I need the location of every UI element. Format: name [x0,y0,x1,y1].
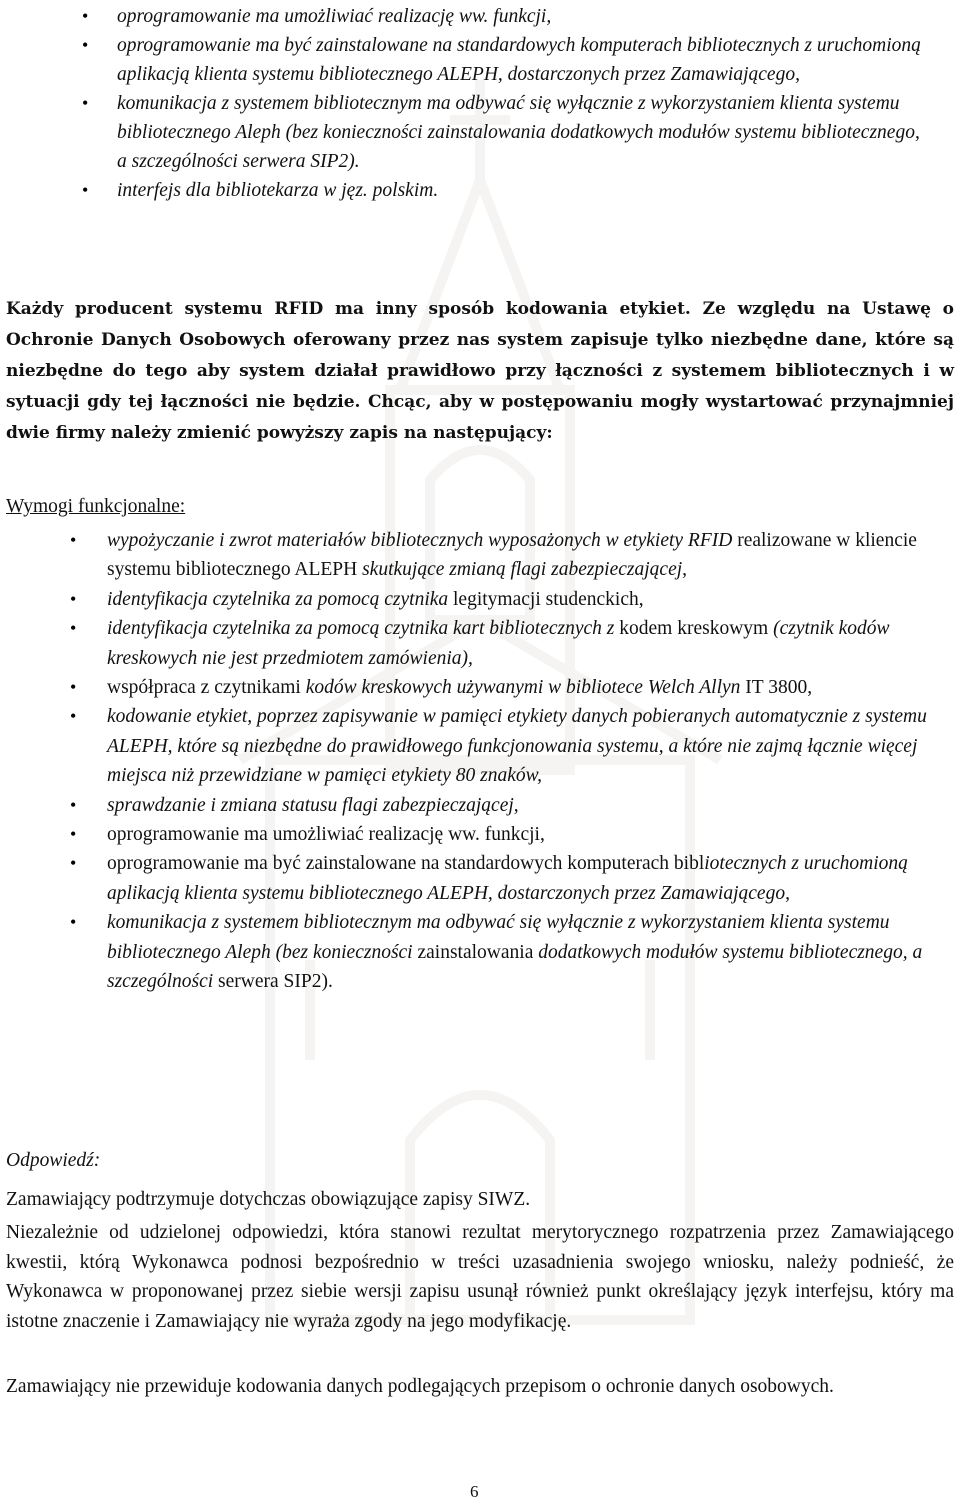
requirement-item [0,908,932,996]
requirement-text-run: komunikacja z systemem bibliotecznym ma odbywać się wyłącznie z wykorzystaniem klienta systemu bibliotecznego Aleph (bez konieczności [107,912,890,963]
requirement-text-run: identyfikacja czytelnika za pomocą czytnika kart bibliotecznych z [107,618,620,640]
bold-paragraph-text: Każdy producent systemu RFID ma inny sposób kodowania etykiet. Ze względu na Ustawę o Ochronie Danych Osobowych oferowany przez nas system zapisuje tylko niezbędne dane, które są niezbędne do tego aby system działał prawidłowo przy łączności z systemem bibliotecznych i w sytuacji gdy tej łączności nie będzie. Chcąc, aby w postępowaniu mogły wystartować przynajmniej dwie firmy należy zmienić powyższy zapis na następujący: [6,299,954,443]
answer-paragraph: Zamawiający podtrzymuje dotychczas obowiązujące zapisy SIWZ. [6,1189,531,1210]
top-bullet-list [0,2,960,205]
requirement-text-run: dodatkowych modułów systemu bibliotecznego, a szczególności [107,941,923,993]
requirement-text-run: oprogramowanie ma umożliwiać realizację ww. funkcji, [107,824,545,846]
requirement-item [0,614,932,673]
requirement-item [0,820,932,849]
list-item: • komunikacja z systemem bibliotecznym ma odbywać się wyłącznie z wykorzystaniem klienta systemu bibliotecznego Aleph (bez konieczności zainstalowania dodatkowych modułów systemu bibliotecznego, a szczególności serwera SIP2). [0,89,932,176]
requirement-item [0,585,932,614]
answer-paragraph: Niezależnie od udzielonej odpowiedzi, która stanowi rezultat merytorycznego rozpatrzenia przez Zamawiającego kwestii, którą Wykonawca podnosi bezpośrednio w treści uzasadnienia swojego wniosku, należy podnieść, że Wykonawca w proponowanej przez siebie wersji zapisu usunął również punkt określający język interfejsu, który ma istotne znaczenie i Zamawiający nie wyraża zgody na jego modyfikację. [6,1222,954,1332]
requirement-text-run: skutkujące zmianą flagi zabezpieczającej, [362,559,688,581]
requirement-text-run: legitymacji studenckich, [448,588,644,610]
requirement-text-run: oprogramowanie ma być zainstalowane na standardowych komputerach bibl [107,853,705,875]
requirement-item [0,526,932,585]
quoted-bold-paragraph [6,294,954,449]
answer-heading: Odpowiedź: [6,1150,101,1171]
page-number: 6 [470,1482,479,1501]
requirement-text-run: (czytnik kodów kreskowych nie jest przedmiotem zamówienia), [107,618,890,669]
requirement-item [0,673,932,702]
requirement-text-run: serwera SIP2). [213,971,333,993]
requirements-heading: Wymogi funkcjonalne: [6,496,186,517]
requirement-item [0,702,932,790]
list-item: • oprogramowanie ma być zainstalowane na standardowych komputerach bibliotecznych z uruchomioną aplikacją klienta systemu bibliotecznego ALEPH, dostarczonych przez Zamawiającego, [0,31,932,89]
list-item: • interfejs dla bibliotekarza w jęz. polskim. [0,176,932,205]
requirement-item [0,791,932,820]
requirement-text-run: kodów kreskowych używanymi w bibliotece Welch Allyn [305,677,741,699]
requirement-text-run: identyfikacja czytelnika za pomocą czytnika [107,588,449,610]
requirements-list [0,526,960,997]
requirement-item [0,849,932,908]
requirement-text-run: kodowanie etykiet, poprzez zapisywanie w pamięci etykiety danych pobieranych automatycznie z systemu ALEPH, które są niezbędne do prawidłowego funkcjonowania systemu, a które nie zajmą łącznie więcej miejsca niż przewidziane w pamięci etykiety 80 znaków, [107,706,927,787]
requirement-text-run: współpraca z czytnikami [107,677,306,699]
requirement-text-run: IT 3800, [740,677,813,699]
answer-paragraph: Zamawiający nie przewiduje kodowania danych podlegających przepisom o ochronie danych osobowych. [6,1376,834,1397]
list-item: • oprogramowanie ma umożliwiać realizację ww. funkcji, [0,2,932,31]
requirement-text-run: sprawdzanie i zmiana statusu flagi zabezpieczającej, [107,794,519,816]
requirement-text-run: realizowane w kliencie systemu bibliotecznego ALEPH [107,530,917,581]
requirement-text-run: kodem kreskowym [619,618,774,640]
requirement-text-run: iotecznych z uruchomioną aplikacją klienta systemu bibliotecznego ALEPH, dostarczonych przez Zamawiającego, [107,853,908,904]
requirement-text-run: zainstalowania [417,941,539,963]
requirement-text-run: wypożyczanie i zwrot materiałów bibliotecznych wyposażonych w etykiety RFID [107,530,733,551]
